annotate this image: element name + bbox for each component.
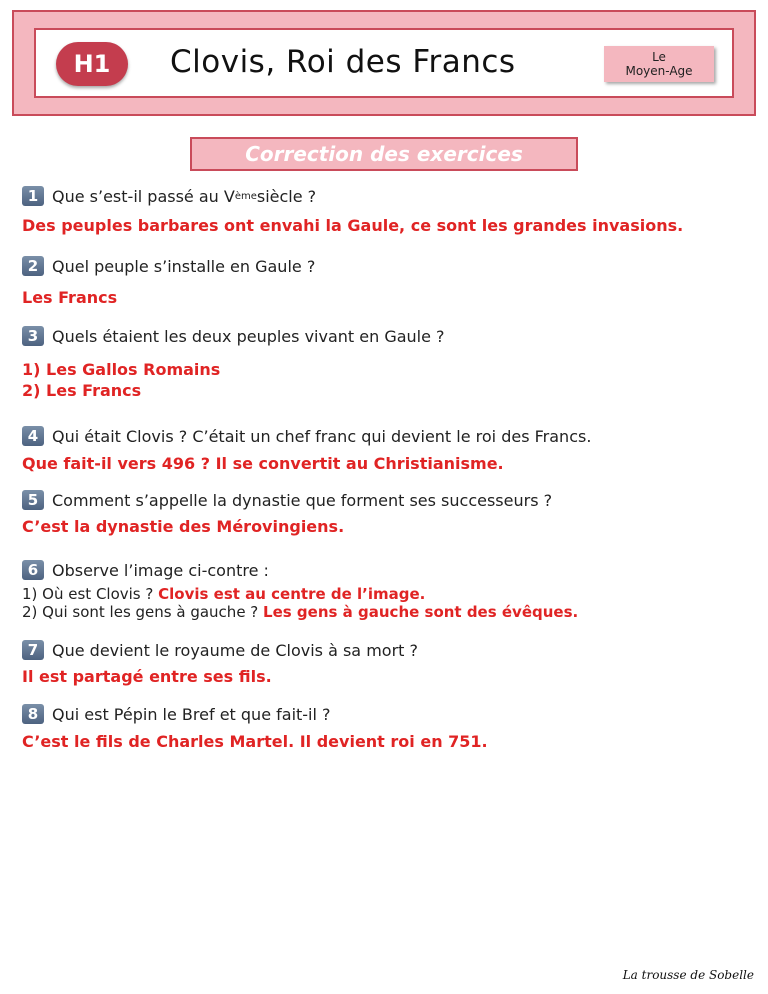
question-6-sub-1-a: Clovis est au centre de l’image. xyxy=(158,585,426,603)
answer-8: C’est le fils de Charles Martel. Il devient roi en 751. xyxy=(22,732,488,751)
question-8 xyxy=(22,704,331,724)
number-icon-5: 5 xyxy=(22,490,44,510)
page-title: Clovis, Roi des Francs xyxy=(170,44,516,80)
number-icon-8: 8 xyxy=(22,704,44,724)
question-6-sub-2-a: Les gens à gauche sont des évêques. xyxy=(263,603,579,621)
question-6-sub-2-q: 2) Qui sont les gens à gauche ? xyxy=(22,603,264,621)
question-4 xyxy=(22,426,591,446)
question-5-text: Comment s’appelle la dynastie que forment ses successeurs ? xyxy=(52,490,553,510)
question-2-text: Quel peuple s’installe en Gaule ? xyxy=(52,256,316,276)
question-6 xyxy=(22,560,269,580)
number-icon-3: 3 xyxy=(22,326,44,346)
section-title: Correction des exercices xyxy=(190,137,578,171)
question-6-text: Observe l’image ci-contre : xyxy=(52,560,269,580)
question-3-text: Quels étaient les deux peuples vivant en Gaule ? xyxy=(52,326,445,346)
period-line-2: Moyen-Age xyxy=(625,64,693,78)
question-4-text: Qui était Clovis ? C’était un chef franc qui devient le roi des Francs. xyxy=(52,426,592,446)
period-line-1: Le xyxy=(652,50,666,64)
question-1-sup: ème xyxy=(234,190,257,202)
question-7 xyxy=(22,640,418,660)
answer-1: Des peuples barbares ont envahi la Gaule, ce sont les grandes invasions. xyxy=(22,216,684,235)
header-panel xyxy=(34,28,734,98)
footer-signature: La trousse de Sobelle xyxy=(622,968,754,982)
chapter-badge: H1 xyxy=(56,42,128,86)
question-1-text-before: Que s’est-il passé au V xyxy=(52,186,235,206)
question-7-text: Que devient le royaume de Clovis à sa mort ? xyxy=(52,640,418,660)
number-icon-1: 1 xyxy=(22,186,44,206)
number-icon-4: 4 xyxy=(22,426,44,446)
number-icon-7: 7 xyxy=(22,640,44,660)
number-icon-6: 6 xyxy=(22,560,44,580)
answer-5: C’est la dynastie des Mérovingiens. xyxy=(22,517,345,536)
question-5 xyxy=(22,490,552,510)
answer-3-line-1: 1) Les Gallos Romains xyxy=(22,360,221,379)
answer-4: Que fait-il vers 496 ? Il se convertit au Christianisme. xyxy=(22,454,504,473)
number-icon-2: 2 xyxy=(22,256,44,276)
question-8-text: Qui est Pépin le Bref et que fait-il ? xyxy=(52,704,331,724)
header-banner xyxy=(12,10,756,116)
question-6-sub-2 xyxy=(22,603,578,621)
question-1-text-after: siècle ? xyxy=(256,186,317,206)
period-label xyxy=(604,46,714,82)
answer-3-line-2: 2) Les Francs xyxy=(22,381,142,400)
answer-7: Il est partagé entre ses fils. xyxy=(22,667,272,686)
question-2 xyxy=(22,256,315,276)
answer-2: Les Francs xyxy=(22,288,118,307)
question-3 xyxy=(22,326,445,346)
question-6-sub-1 xyxy=(22,585,425,603)
question-6-sub-1-q: 1) Où est Clovis ? xyxy=(22,585,159,603)
question-1 xyxy=(22,186,316,206)
